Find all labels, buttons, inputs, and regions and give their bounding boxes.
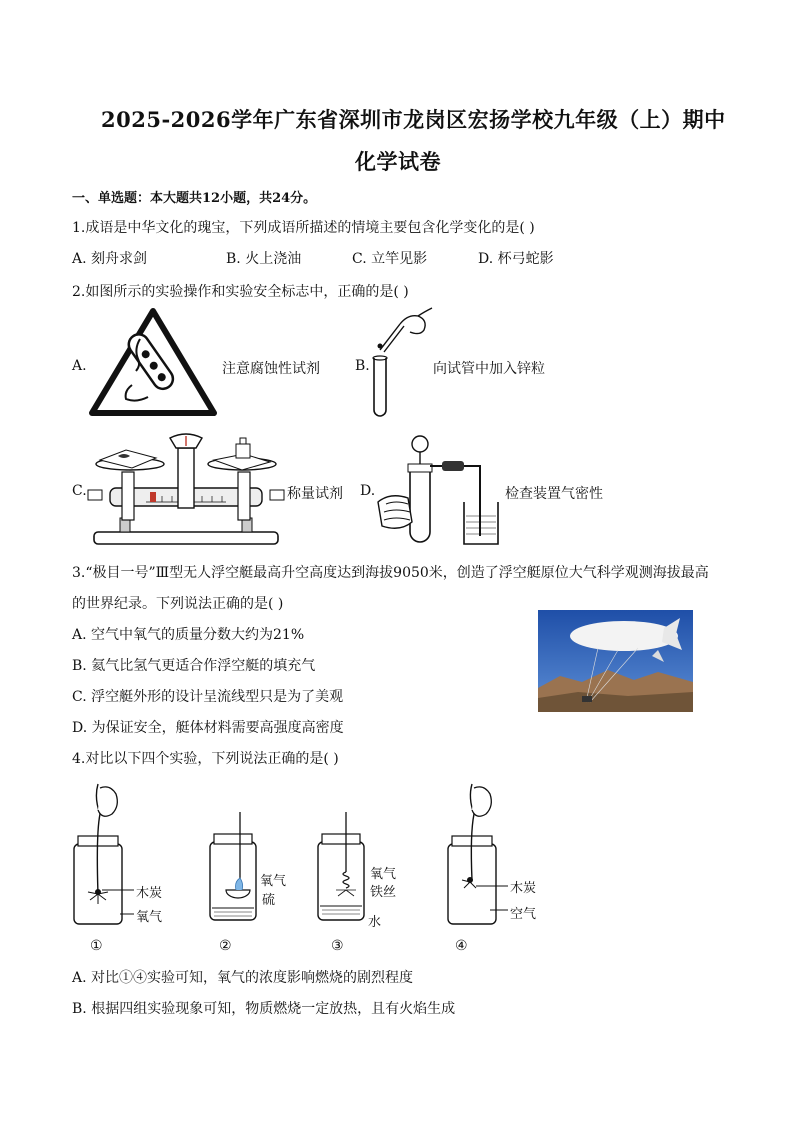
experiment-4-number: ④ <box>455 938 468 954</box>
question-1-option-c: C. 立竿见影 <box>352 251 428 267</box>
corrosive-warning-sign-icon <box>88 307 218 419</box>
experiment-2-number: ② <box>219 938 232 954</box>
question-2-option-c-letter: C. <box>72 483 87 499</box>
test-tube-with-tweezers-icon <box>370 306 436 420</box>
question-2-option-a-caption: 注意腐蚀性试剂 <box>222 361 320 377</box>
question-1-stem: 1.成语是中华文化的瑰宝，下列成语所描述的情境主要包含化学变化的是( ) <box>72 220 535 236</box>
question-3-option-d: D. 为保证安全，艇体材料需要高强度高密度 <box>72 720 344 736</box>
section-header: 一、单选题：本大题共12小题，共24分。 <box>72 191 317 206</box>
question-3-stem-line2: 的世界纪录。下列说法正确的是( ) <box>72 596 284 612</box>
question-1-option-d: D. 杯弓蛇影 <box>478 251 554 267</box>
balance-scale-icon <box>86 432 286 550</box>
question-3-option-a: A. 空气中氧气的质量分数大约为21% <box>72 627 305 643</box>
question-2-option-a-letter: A. <box>72 358 87 374</box>
question-2-option-d-letter: D. <box>360 483 376 499</box>
experiment-1-number: ① <box>90 938 103 954</box>
question-3-option-c: C. 浮空艇外形的设计呈流线型只是为了美观 <box>72 689 344 705</box>
question-3-option-b: B. 氦气比氢气更适合作浮空艇的填充气 <box>72 658 316 674</box>
experiment-3-iron-wire-in-oxygen-icon <box>316 812 376 924</box>
exam-title-line1: 2025-2026学年广东省深圳市龙岗区宏扬学校九年级（上）期中 <box>101 107 726 132</box>
experiment-3-label-oxygen: 氧气 <box>370 867 397 882</box>
experiment-2-label-sulfur: 硫 <box>262 893 276 908</box>
question-3-stem-line1: 3.“极目一号”Ⅲ型无人浮空艇最高升空高度达到海拔9050米，创造了浮空艇原位大气科学观测海拔最高 <box>72 565 709 581</box>
question-2-option-b-letter: B. <box>355 358 370 374</box>
question-2-option-d-caption: 检查装置气密性 <box>505 486 603 502</box>
airtightness-check-apparatus-icon <box>376 432 506 548</box>
experiment-3-number: ③ <box>331 938 344 954</box>
question-2-option-b-caption: 向试管中加入锌粒 <box>433 361 545 377</box>
experiment-2-sulfur-in-oxygen-icon <box>208 812 268 924</box>
experiment-4-leader-lines <box>474 876 514 916</box>
question-2-stem: 2.如图所示的实验操作和实验安全标志中，正确的是( ) <box>72 284 409 300</box>
question-4-option-a: A. 对比①④实验可知，氧气的浓度影响燃烧的剧烈程度 <box>72 970 414 986</box>
question-1-option-a: A. 刻舟求剑 <box>72 251 148 267</box>
question-4-stem: 4.对比以下四个实验，下列说法正确的是( ) <box>72 751 339 767</box>
experiment-3-label-iron-wire: 铁丝 <box>370 885 397 900</box>
question-4-option-b: B. 根据四组实验现象可知，物质燃烧一定放热，且有火焰生成 <box>72 1001 456 1017</box>
experiment-3-label-water: 水 <box>368 915 382 930</box>
experiment-1-label-charcoal: 木炭 <box>136 886 163 901</box>
experiment-4-label-charcoal: 木炭 <box>510 881 537 896</box>
question-1-option-b: B. 火上浇油 <box>226 251 302 267</box>
question-2-option-c-caption: 称量试剂 <box>287 486 343 502</box>
experiment-1-label-oxygen: 氧气 <box>136 910 163 925</box>
experiment-4-label-air: 空气 <box>510 907 537 922</box>
exam-title-line2: 化学试卷 <box>355 149 441 174</box>
experiment-1-leader-lines <box>100 880 140 920</box>
experiment-2-label-oxygen: 氧气 <box>260 874 287 889</box>
aerostat-airship-photo <box>538 610 693 712</box>
